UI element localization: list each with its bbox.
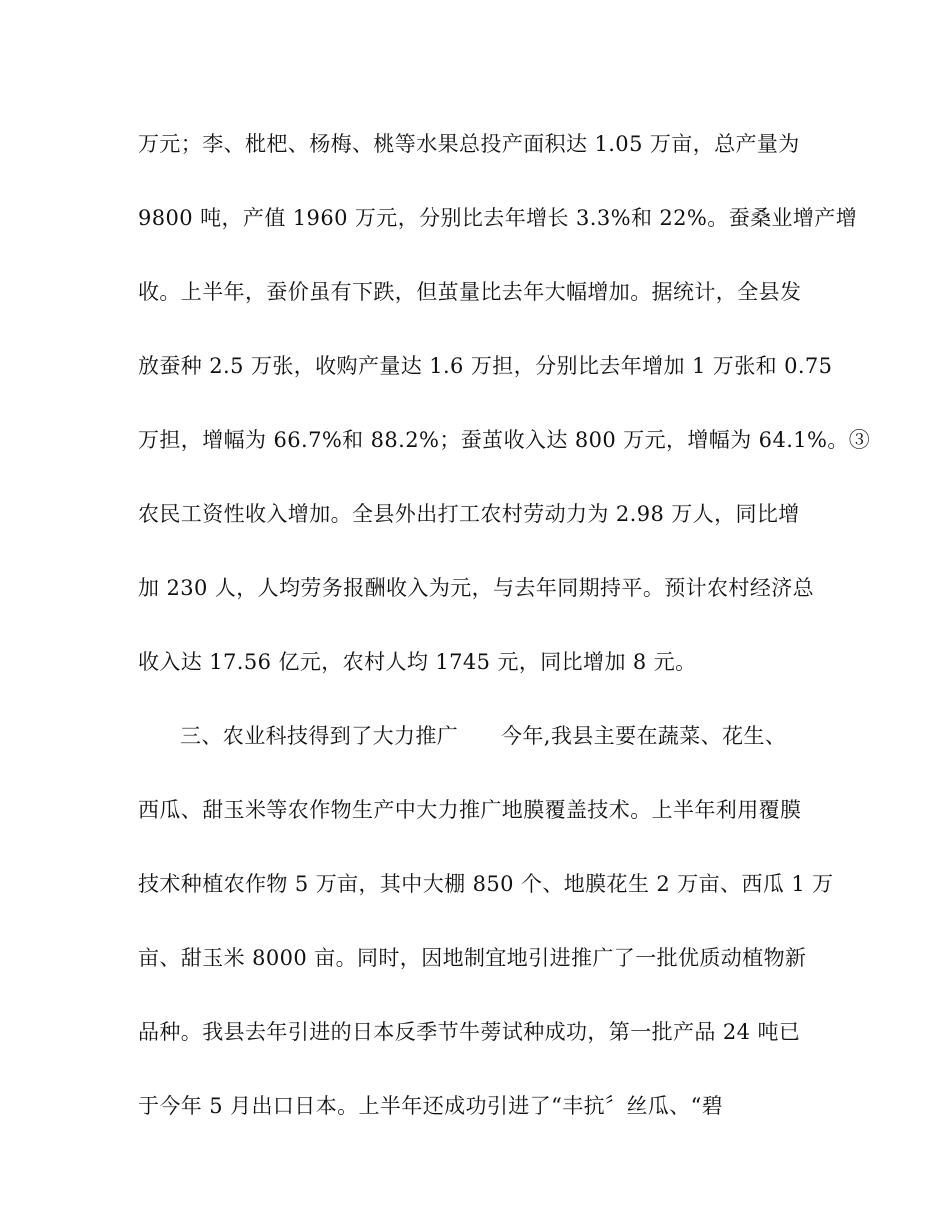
text-line: 万担，增幅为 66.7%和 88.2%；蚕茧收入达 800 万元，增幅为 64.1%。③: [138, 428, 871, 452]
text-line: 西瓜、甜玉米等农作物生产中大力推广地膜覆盖技术。上半年利用覆膜: [138, 798, 802, 822]
text-line: 加 230 人，人均劳务报酬收入为元，与去年同期持平。预计农村经济总: [138, 576, 815, 600]
section-heading-line: 三、农业科技得到了大力推广 今年,我县主要在蔬菜、花生、: [180, 724, 787, 748]
text-line: 技术种植农作物 5 万亩，其中大棚 850 个、地膜花生 2 万亩、西瓜 1 万: [138, 872, 834, 896]
text-line: 于今年 5 月出口日本。上半年还成功引进了“丰抗〞丝瓜、“碧: [138, 1094, 724, 1118]
text-line: 万元；李、枇杷、杨梅、桃等水果总投产面积达 1.05 万亩，总产量为: [138, 132, 800, 156]
text-line: 收入达 17.56 亿元，农村人均 1745 元，同比增加 8 元。: [138, 650, 697, 674]
text-line: 9800 吨，产值 1960 万元，分别比去年增长 3.3%和 22%。蚕桑业增产增: [138, 206, 858, 230]
text-line: 品种。我县去年引进的日本反季节牛蒡试种成功，第一批产品 24 吨已: [138, 1020, 801, 1044]
text-line: 放蚕种 2.5 万张，收购产量达 1.6 万担，分别比去年增加 1 万张和 0.75: [138, 354, 833, 378]
text-line: 收。上半年，蚕价虽有下跌，但茧量比去年大幅增加。据统计，全县发: [138, 280, 802, 304]
text-line: 亩、甜玉米 8000 亩。同时，因地制宜地引进推广了一批优质动植物新: [138, 946, 807, 970]
text-line: 农民工资性收入增加。全县外出打工农村劳动力为 2.98 万人，同比增: [138, 502, 800, 526]
